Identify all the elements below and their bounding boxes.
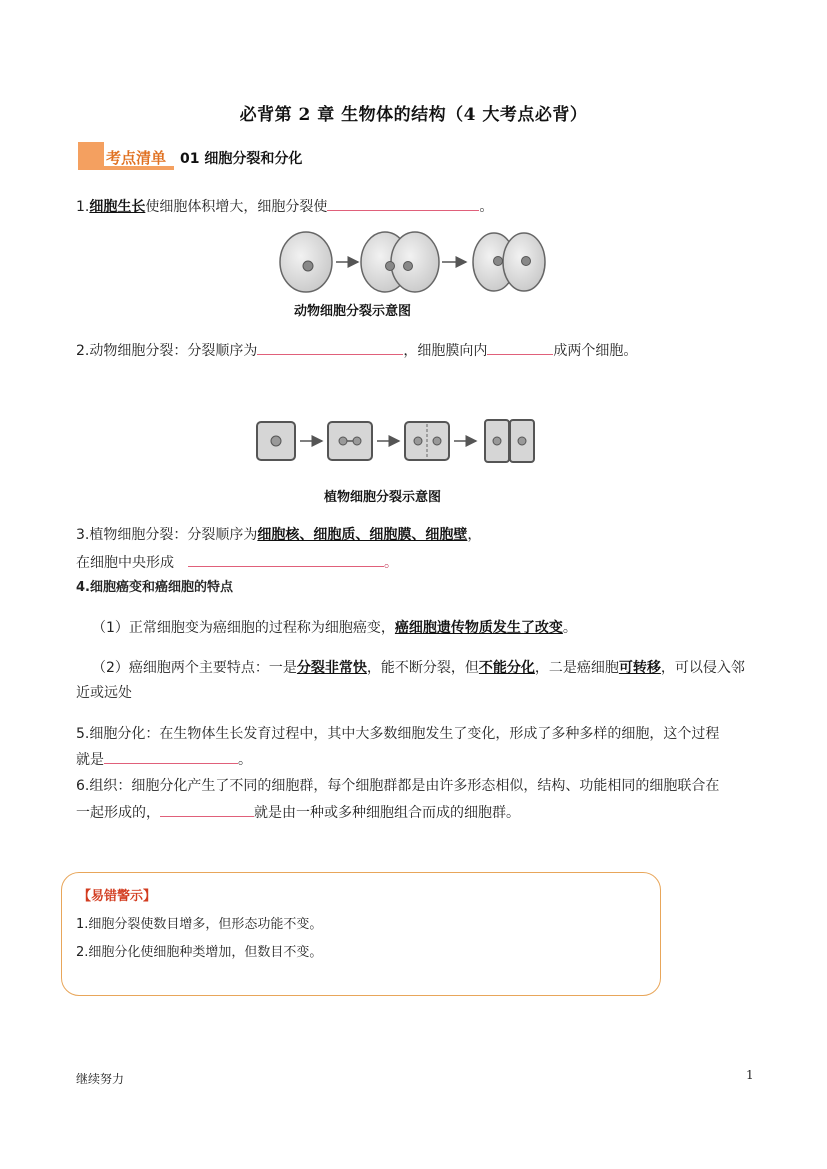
fill-blank-2a[interactable]: [257, 340, 403, 355]
section-title: 01 细胞分裂和分化: [180, 151, 303, 167]
item-3-comma: ，: [467, 527, 482, 543]
animal-cell-stage-2: [361, 232, 439, 292]
item-4-p2-text: （2）癌细胞两个主要特点：一是: [92, 660, 297, 676]
item-3-text: 3.植物细胞分裂：分裂顺序为: [76, 527, 258, 543]
item-1-number: 1.: [76, 199, 90, 215]
item-5-line-1: 5.细胞分化：在生物体生长发育过程中，其中大多数细胞发生了变化，形成了多种多样的细胞，这个过程: [76, 726, 720, 742]
item-4-p1-end: 。: [562, 620, 577, 636]
fill-blank-6[interactable]: [160, 802, 254, 817]
animal-cell-division-diagram: [278, 228, 550, 296]
fill-blank-2b[interactable]: [487, 340, 553, 355]
plant-cell-stage-2: [328, 422, 372, 460]
item-6-line-1: 6.组织：细胞分化产生了不同的细胞群，每个细胞群都是由许多形态相似，结构、功能相同的细胞联合在: [76, 778, 720, 794]
section-header: [78, 142, 378, 172]
item-1-end: 。: [479, 199, 494, 215]
item-2-text: 2.动物细胞分裂：分裂顺序为: [76, 343, 258, 359]
fill-blank-5[interactable]: [104, 749, 238, 764]
item-5-text: 就是: [76, 752, 104, 768]
section-marker-icon: [78, 142, 104, 168]
item-3-keyword: 细胞核、细胞质、细胞膜、细胞壁: [257, 527, 468, 543]
item-4-p2-text-4: ，可以侵入邻: [660, 660, 745, 676]
item-4-point-2: [92, 658, 745, 678]
page-number: 1: [746, 1068, 754, 1082]
item-4-p2-keyword-1: 分裂非常快: [296, 660, 367, 676]
item-1-keyword: 细胞生长: [89, 199, 146, 215]
item-6-text: 一起形成的，: [76, 805, 160, 821]
item-4-heading: 4.细胞癌变和癌细胞的特点: [76, 580, 233, 595]
item-4-p1-keyword: 癌细胞遗传物质发生了改变: [394, 620, 563, 636]
animal-cell-stage-3: [473, 233, 545, 291]
footer-motto: 继续努力: [76, 1072, 125, 1086]
page-title: 必背第 2 章 生物体的结构（4 大考点必背）: [239, 105, 588, 125]
item-1: [76, 196, 493, 217]
plant-cell-stage-1: [257, 422, 295, 460]
item-2-text2: ，细胞膜向内: [403, 343, 488, 359]
fill-blank-1[interactable]: [327, 196, 479, 211]
item-4-point-2-cont: 近或远处: [76, 685, 132, 701]
plant-cell-stage-3: [405, 422, 449, 460]
item-6-text-2: 就是由一种或多种细胞组合而成的细胞群。: [254, 805, 520, 821]
animal-diagram-caption: 动物细胞分裂示意图: [294, 304, 412, 319]
warning-title: 【易错警示】: [78, 889, 157, 904]
item-4-p2-text-3: ，二是癌细胞: [534, 660, 619, 676]
item-4-p1-text: （1）正常细胞变为癌细胞的过程称为细胞癌变，: [92, 620, 395, 636]
plant-cell-stage-4: [485, 420, 534, 462]
item-3-line2-text: 在细胞中央形成: [76, 555, 174, 571]
item-4-p2-keyword-2: 不能分化: [478, 660, 535, 676]
item-4-point-1: [92, 618, 577, 638]
item-3-line-1: [76, 525, 481, 545]
item-3-end: 。: [384, 555, 398, 571]
item-3-line-2: [76, 552, 398, 573]
error-warning-box: [61, 872, 661, 996]
item-4-p2-text-2: ，能不断分裂，但: [366, 660, 479, 676]
item-6-line-2: [76, 802, 520, 823]
plant-diagram-caption: 植物细胞分裂示意图: [324, 490, 442, 505]
section-tag: 考点清单: [106, 149, 167, 167]
item-1-text: 使细胞体积增大，细胞分裂使: [145, 199, 328, 215]
item-2-text3: 成两个细胞。: [553, 343, 638, 359]
animal-cell-stage-1: [280, 232, 332, 292]
warning-item-2: 2.细胞分化使细胞种类增加，但数目不变。: [76, 945, 323, 960]
plant-cell-division-diagram: [255, 418, 537, 464]
item-5-end: 。: [238, 752, 252, 768]
fill-blank-3[interactable]: [188, 552, 384, 567]
item-2: [76, 340, 637, 361]
item-4-p2-keyword-3: 可转移: [618, 660, 661, 676]
item-5-line-2: [76, 749, 252, 770]
warning-item-1: 1.细胞分裂使数目增多，但形态功能不变。: [76, 917, 323, 932]
